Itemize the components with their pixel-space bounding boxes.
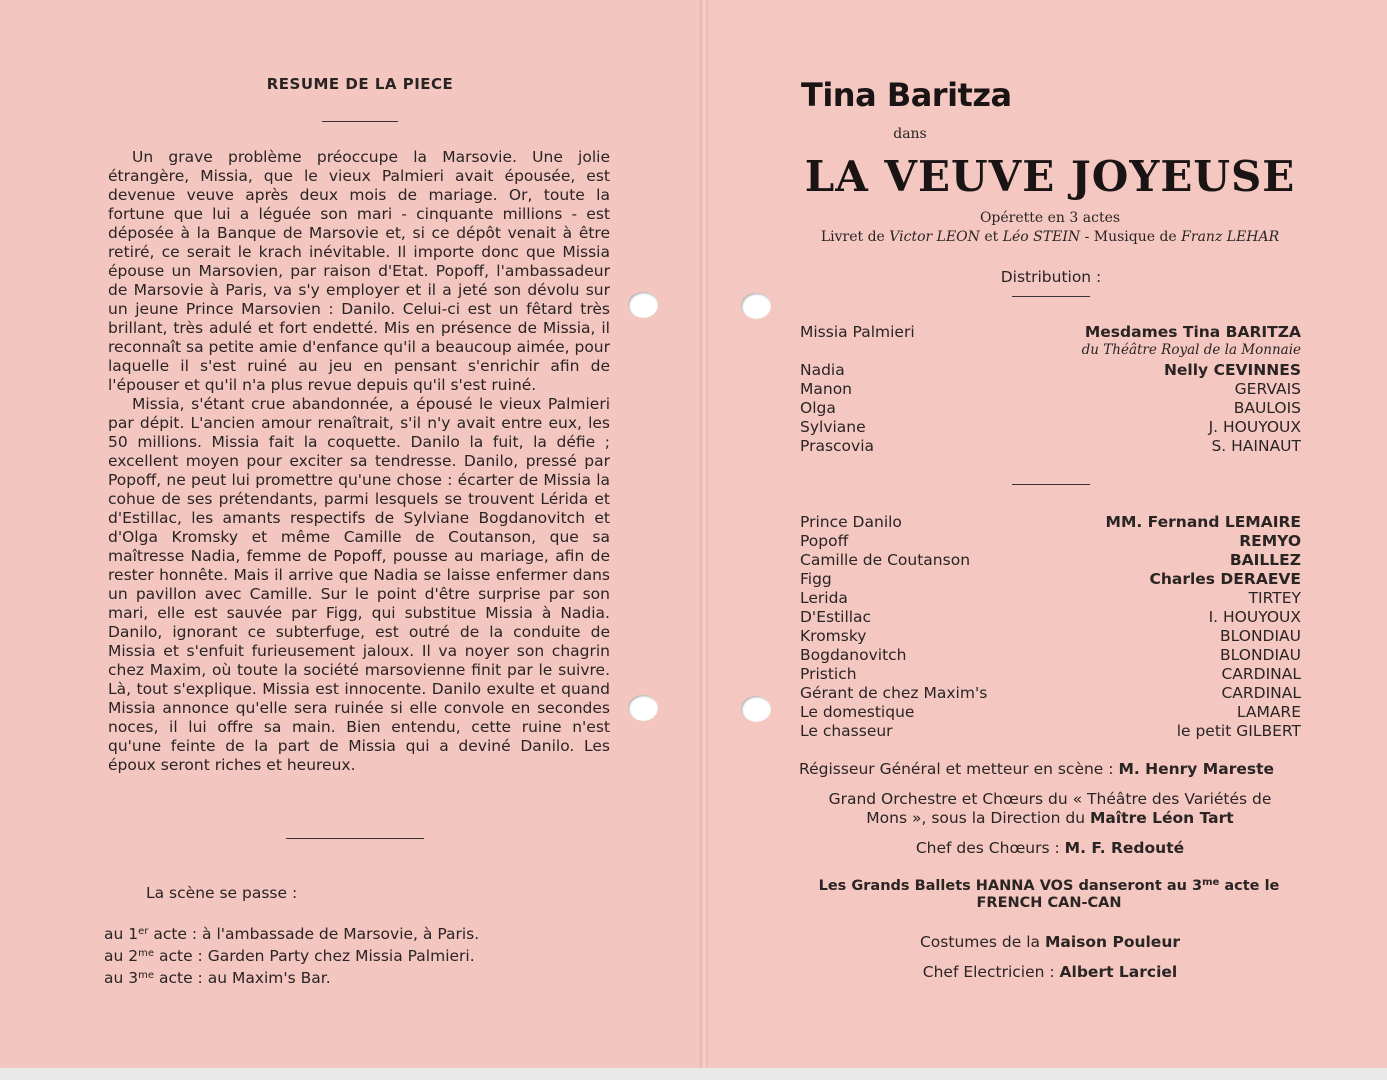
and-word: et [984,229,999,245]
act-sup: er [138,926,149,937]
distribution-rule [1012,296,1090,297]
role-name: Prascovia [800,437,875,455]
resume-end-rule [286,838,424,839]
act-label: acte [158,969,193,987]
actor-name: GERVAIS [1234,380,1301,398]
ballets-end: acte le [1224,878,1280,894]
actor-name: LAMARE [1236,703,1301,721]
composer: Franz LEHAR [1181,229,1280,245]
role-name: Sylviane [800,418,866,436]
role-name: Le domestique [800,703,915,721]
punch-hole [741,696,771,722]
ballets-text: Les Grands Ballets HANNA VOS danseront au 3 [818,878,1203,894]
ballets-sup: me [1202,877,1220,888]
role-name: Camille de Coutanson [800,551,971,569]
actor-name: BAILLEZ [1229,551,1301,569]
act-label: acte [158,947,193,965]
act-row [104,922,479,944]
electricien-name: Albert Larciel [1059,963,1178,981]
actor-name: le petit GILBERT [1176,722,1301,740]
role-name: D'Estillac [800,608,872,626]
regisseur-label: Régisseur Général et metteur en scène : [799,760,1114,778]
distribution-label: Distribution : [1000,268,1102,286]
resume-paragraph-1: Un grave problème préoccupe la Marsovie. Une jolie étrangère, Missia, que le vieux Palmieri avait épousée, est devenue veuve après deux mois de mariage. Or, toute la fortune que lui a léguée son mari - cinquante millions - est déposée à la Banque de Marsovie et, si ce dépôt venait à être retiré, ce serait le krach inévitable. Il importe donc que Missia épouse un Marsovien, par raison d'Etat. Popoff, l'ambassadeur de Marsovie à Paris, va s'y employer et il a jeté son dévolu sur un jeune Prince Marsovien : Danilo. Celui-ci est un fêtard très brillant, très adulé et fort endetté. Mis en présence de Missia, il reconnaît sa petite amie d'enfance qu'il a beaucoup aimée, pour laquelle il s'est ruiné au jeu en pensant s'enrichir afin de l'épouser et qu'il n'a plus revue depuis qu'il s'est ruiné. [108,148,610,394]
resume-paragraph-2: Missia, s'étant crue abandonnée, a épousé le vieux Palmieri par dépit. L'ancien amour renaîtrait, s'il n'y avait entre eux, les 50 millions. Missia fait la coquette. Danilo la fuit, la défie ; excellent moyen pour exciter sa tendresse. Danilo, pressé par Popoff, ne peut lui promettre qu'une chose : écarter de Missia la cohue de ses prétendants, parmi lesquels se trouvent Lérida et d'Estillac, les amants respectifs de Sylviane Bogdanovitch et d'Olga Kromsky et même Camille de Coutanson, que sa maîtresse Nadia, femme de Popoff, pousse au mariage, afin de rester honnête. Mais il arrive que Nadia se laisse enfermer dans un pavillon avec Camille. Sur le point d'être surprise par son mari, elle est sauvée par Figg, qui substitue Missia à Nadia. Danilo, ignorant ce subterfuge, est outré de la conduite de Missia et s'enfuit furieusement jaloux. Il va noyer son chagrin chez Maxim, où toute la société marsovienne finit par le suivre. Là, tout s'explique. Missia est innocente. Danilo exulte et quand Missia annonce qu'elle sera ruinée si elle convole en secondes noces, il lui offre sa main. Bien entendu, cette ruine n'est qu'une feinte de la part de Missia qui a deviné Danilo. Les époux seront riches et heureux. [108,395,610,774]
actor-name: BLONDIAU [1220,627,1301,645]
role-name: Gérant de chez Maxim's [800,684,988,702]
role-name: Pristich [800,665,857,683]
role-name: Le chasseur [800,722,893,740]
orchestre-line-2 [799,809,1301,827]
act-row [104,966,479,988]
act-place: : à l'ambassade de Marsovie, à Paris. [191,925,480,943]
actor-name: CARDINAL [1221,684,1301,702]
act-row [104,944,479,966]
acts-list [104,922,479,988]
musique-prefix: - Musique de [1084,229,1177,245]
orchestre-prefix: Mons », sous la Direction du [866,809,1086,827]
costumes-line [799,933,1301,951]
act-number: au 2 [104,947,139,965]
star-name: Tina Baritza [801,76,1012,114]
monnaie-note: du Théâtre Royal de la Monnaie [1081,342,1301,358]
actor-name: J. HOUYOUX [1208,418,1301,436]
regisseur-line [799,760,1299,778]
author-1: Victor LEON [889,229,980,245]
actor-name: BLONDIAU [1220,646,1301,664]
scan-bottom-edge [0,1068,1387,1080]
actor-name [1085,323,1301,341]
role-name: Kromsky [800,627,867,645]
role-name: Prince Danilo [800,513,902,531]
punch-hole [628,695,658,721]
electricien-label: Chef Electricien : [922,963,1055,981]
choeurs-line [799,839,1301,857]
act-place: : Garden Party chez Missia Palmieri. [197,947,475,965]
electricien-line [799,963,1301,981]
center-fold [700,0,708,1076]
punch-hole [741,293,771,319]
ballets-line-2: FRENCH CAN-CAN [976,895,1122,911]
actor-name: CARDINAL [1221,665,1301,683]
resume-heading: RESUME DE LA PIECE [266,75,454,93]
role-name: Nadia [800,361,845,379]
subtitle: Opérette en 3 actes [979,210,1121,226]
actor-prefix: Mesdames Tina [1084,323,1221,341]
role-name: Lerida [800,589,848,607]
ballets-line-1 [797,877,1301,894]
choeurs-name: M. F. Redouté [1064,839,1185,857]
actor-name: Charles DERAEVE [1149,570,1301,588]
authors-line [800,229,1300,245]
scene-intro: La scène se passe : [146,884,298,902]
actor-name: I. HOUYOUX [1208,608,1301,626]
actor-name: MM. Fernand LEMAIRE [1105,513,1301,531]
act-sup: me [138,948,155,959]
role-name: Manon [800,380,853,398]
act-sup: me [138,970,155,981]
actor-name: BAULOIS [1233,399,1301,417]
regisseur-name: M. Henry Mareste [1118,760,1274,778]
resume-text [108,148,610,775]
role-name: Figg [800,570,832,588]
punch-hole [628,292,658,318]
act-number: au 3 [104,969,139,987]
choeurs-label: Chef des Chœurs : [915,839,1060,857]
show-title: LA VEUVE JOYEUSE [804,152,1296,201]
cast-divider-rule [1012,484,1090,485]
act-number: au 1 [104,925,139,943]
role-name: Popoff [800,532,849,550]
act-place: : au Maxim's Bar. [197,969,331,987]
act-label: acte [153,925,187,943]
actor-name: REMYO [1239,532,1301,550]
livret-prefix: Livret de [820,229,885,245]
costumes-label: Costumes de la [919,933,1041,951]
actor-name: S. HAINAUT [1211,437,1301,455]
orchestre-director: Maître Léon Tart [1089,809,1234,827]
actor-prefix: Nelly [1163,361,1209,379]
costumes-name: Maison Pouleur [1044,933,1181,951]
role-name: Olga [800,399,836,417]
role-name: Bogdanovitch [800,646,907,664]
dans-label: dans [893,126,927,142]
role-name: Missia Palmieri [800,323,915,341]
actor-surname: CEVINNES [1213,361,1301,379]
actor-name [1164,361,1301,379]
author-2: Léo STEIN [1002,229,1081,245]
orchestre-line-1: Grand Orchestre et Chœurs du « Théâtre des Variétés de [828,790,1272,808]
actor-name: TIRTEY [1248,589,1301,607]
heading-rule [322,121,398,122]
actor-surname: BARITZA [1225,323,1301,341]
